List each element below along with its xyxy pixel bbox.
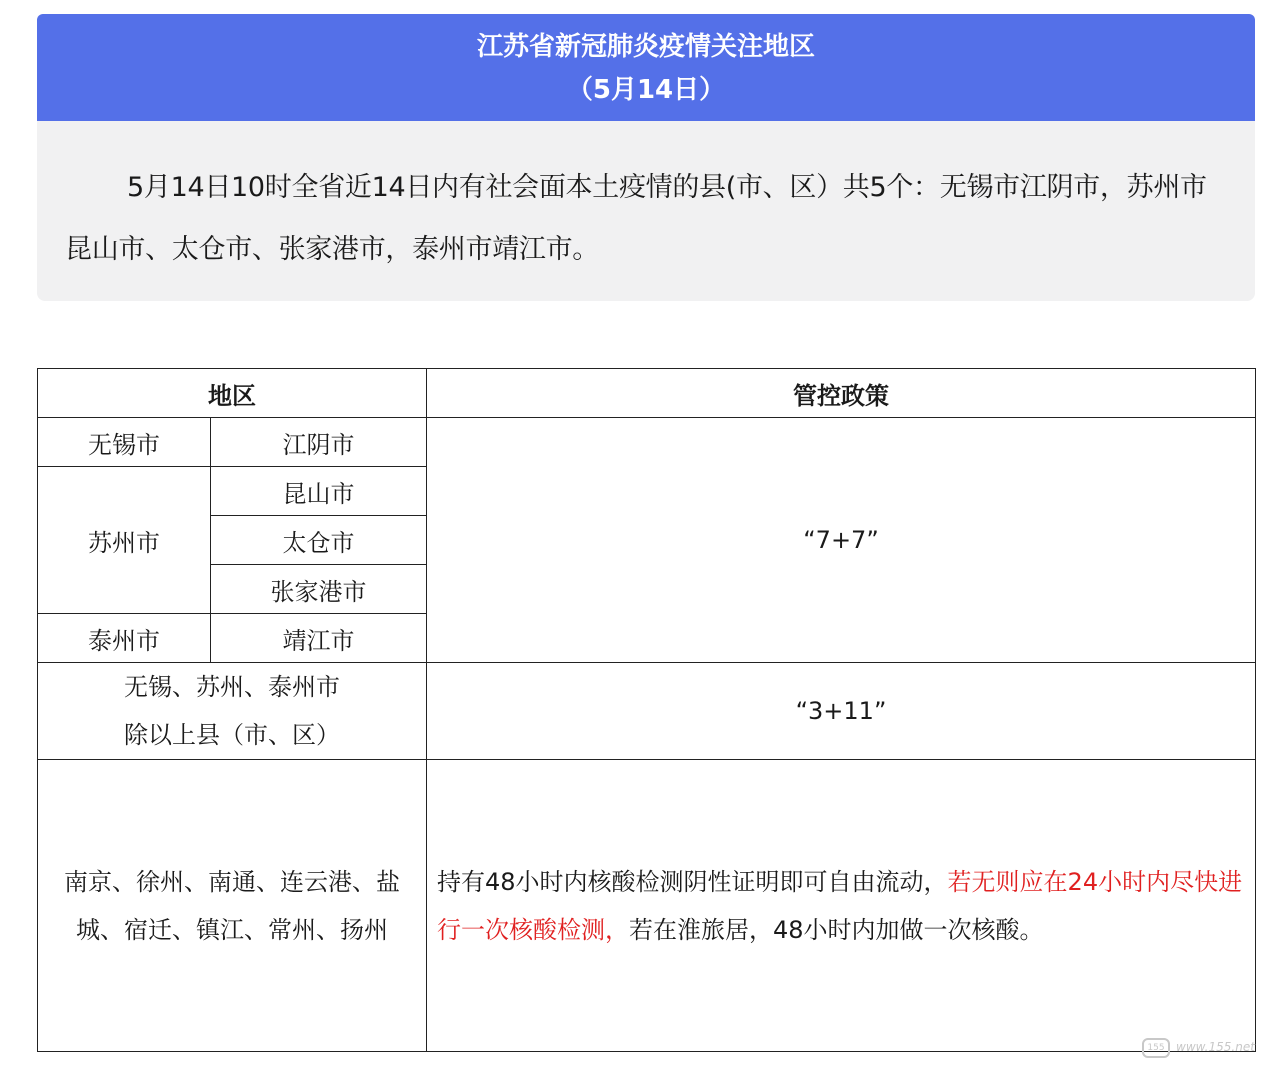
policy-nucleic-test [427, 760, 1256, 1052]
table-row [38, 418, 1256, 467]
page-title: 江苏省新冠肺炎疫情关注地区 [476, 32, 815, 62]
policy-table [37, 368, 1256, 1052]
table-row [38, 760, 1256, 1052]
city-wuxi: 无锡市 [38, 418, 211, 467]
region-other-cities: 南京、徐州、南通、连云港、盐城、宿迁、镇江、常州、扬州 [38, 760, 427, 1052]
region-rest-line1: 无锡、苏州、泰州市 [124, 673, 340, 701]
county-kunshan: 昆山市 [211, 467, 427, 516]
policy-text-part2-highlight: 若无则应在24小时内尽快进行一次核酸检测， [437, 867, 1243, 944]
table-row [38, 663, 1256, 760]
region-rest-of-three-cities [38, 663, 427, 760]
county-zhangjiagang: 张家港市 [211, 565, 427, 614]
page-date: （5月14日） [566, 75, 726, 105]
header-region: 地区 [38, 369, 427, 418]
watermark-logo-icon: 155 [1142, 1038, 1170, 1058]
county-taicang: 太仓市 [211, 516, 427, 565]
policy-text-part3: 若在淮旅居，48小时内加做一次核酸。 [629, 915, 1044, 944]
policy-7-7: “7+7” [427, 418, 1256, 663]
policy-text-part1: 持有48小时内核酸检测阴性证明即可自由流动， [437, 867, 948, 896]
county-jingjiang: 靖江市 [211, 614, 427, 663]
watermark [1142, 1034, 1268, 1060]
county-jiangyin: 江阴市 [211, 418, 427, 467]
policy-3-11: “3+11” [427, 663, 1256, 760]
city-suzhou: 苏州市 [38, 467, 211, 614]
city-taizhou: 泰州市 [38, 614, 211, 663]
table-header-row [38, 369, 1256, 418]
intro-paragraph: 5月14日10时全省近14日内有社会面本土疫情的县(市、区）共5个：无锡市江阴市，苏州市昆山市、太仓市、张家港市，泰州市靖江市。 [37, 121, 1255, 301]
header-policy: 管控政策 [427, 369, 1256, 418]
watermark-text: www.155.net [1176, 1040, 1255, 1054]
region-rest-line2: 除以上县（市、区） [124, 721, 340, 749]
title-banner [37, 14, 1255, 121]
